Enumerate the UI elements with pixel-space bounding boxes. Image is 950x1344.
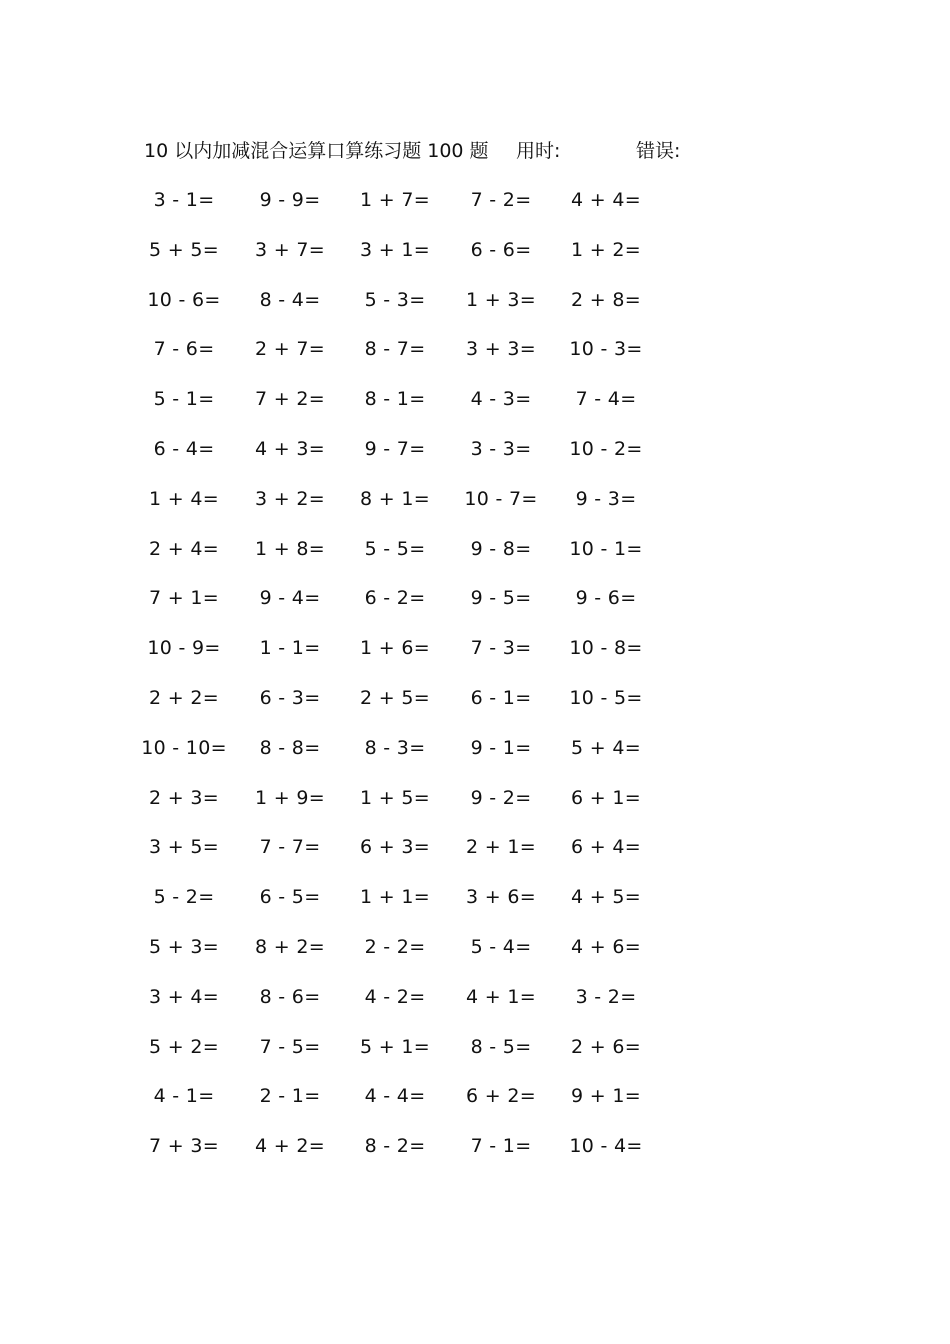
- problem-item: 8 - 8=: [259, 736, 321, 759]
- problem-grid: [132, 180, 672, 1176]
- problem-item: 5 - 4=: [470, 935, 532, 958]
- problem-row: [132, 778, 672, 828]
- problem-item: 6 - 4=: [153, 437, 215, 460]
- problem-item: 10 - 10=: [141, 736, 227, 759]
- problem-row: [132, 728, 672, 778]
- problem-item: 3 + 7=: [255, 238, 325, 261]
- problem-item: 5 - 3=: [364, 288, 426, 311]
- problem-item: 4 + 3=: [255, 437, 325, 460]
- problem-item: 2 + 5=: [360, 686, 430, 709]
- problem-item: 7 - 2=: [470, 189, 532, 211]
- problem-item: 8 - 7=: [364, 338, 426, 361]
- problem-row: [132, 180, 672, 230]
- problem-row: [132, 529, 672, 579]
- page-title: 10 以内加减混合运算口算练习题 100 题: [144, 140, 489, 162]
- problem-item: 8 - 2=: [364, 1135, 426, 1158]
- problem-item: 10 - 6=: [147, 288, 221, 311]
- problem-item: 6 - 3=: [259, 686, 321, 709]
- problem-item: 2 - 2=: [364, 935, 426, 958]
- problem-row: [132, 280, 672, 330]
- problem-item: 3 + 5=: [149, 836, 219, 859]
- problem-item: 3 + 3=: [466, 338, 536, 361]
- problem-item: 4 - 3=: [470, 388, 532, 411]
- problem-item: 1 + 1=: [360, 886, 430, 909]
- problem-item: 1 + 6=: [360, 637, 430, 660]
- problem-item: 2 + 3=: [149, 786, 219, 809]
- problem-item: 1 + 9=: [255, 786, 325, 809]
- problem-item: 10 - 4=: [569, 1135, 643, 1158]
- problem-row: [132, 329, 672, 379]
- problem-item: 1 + 4=: [149, 487, 219, 510]
- problem-item: 10 - 5=: [569, 686, 643, 709]
- problem-item: 5 + 2=: [149, 1035, 219, 1058]
- problem-item: 1 + 7=: [360, 189, 430, 211]
- problem-item: 6 + 4=: [571, 836, 641, 859]
- problem-item: 9 + 1=: [571, 1085, 641, 1108]
- problem-item: 5 + 4=: [571, 736, 641, 759]
- problem-item: 4 + 6=: [571, 935, 641, 958]
- problem-item: 8 - 3=: [364, 736, 426, 759]
- problem-item: 3 + 1=: [360, 238, 430, 261]
- problem-item: 1 + 8=: [255, 537, 325, 560]
- problem-item: 8 - 6=: [259, 985, 321, 1008]
- problem-item: 8 + 2=: [255, 935, 325, 958]
- problem-item: 1 + 2=: [571, 238, 641, 261]
- problem-item: 10 - 2=: [569, 437, 643, 460]
- problem-item: 4 - 2=: [364, 985, 426, 1008]
- problem-row: [132, 927, 672, 977]
- problem-item: 5 + 1=: [360, 1035, 430, 1058]
- problem-item: 9 - 1=: [470, 736, 532, 759]
- problem-item: 6 + 3=: [360, 836, 430, 859]
- time-label: 用时:: [516, 140, 561, 162]
- problem-row: [132, 578, 672, 628]
- problem-row: [132, 1027, 672, 1077]
- problem-item: 6 - 6=: [470, 238, 532, 261]
- problem-item: 8 + 1=: [360, 487, 430, 510]
- problem-item: 9 - 4=: [259, 587, 321, 610]
- problem-item: 7 + 2=: [255, 388, 325, 411]
- problem-item: 4 + 5=: [571, 886, 641, 909]
- problem-item: 2 + 7=: [255, 338, 325, 361]
- problem-item: 9 - 5=: [470, 587, 532, 610]
- problem-row: [132, 877, 672, 927]
- problem-item: 6 - 2=: [364, 587, 426, 610]
- problem-item: 6 - 1=: [470, 686, 532, 709]
- problem-row: [132, 977, 672, 1027]
- problem-item: 1 + 5=: [360, 786, 430, 809]
- problem-item: 10 - 7=: [464, 487, 538, 510]
- problem-row: [132, 1076, 672, 1126]
- problem-row: [132, 429, 672, 479]
- problem-item: 4 + 2=: [255, 1135, 325, 1158]
- problem-row: [132, 678, 672, 728]
- problem-item: 9 - 6=: [575, 587, 637, 610]
- problem-item: 5 + 3=: [149, 935, 219, 958]
- problem-item: 9 - 8=: [470, 537, 532, 560]
- problem-item: 7 - 4=: [575, 388, 637, 411]
- problem-item: 5 + 5=: [149, 238, 219, 261]
- problem-item: 5 - 2=: [153, 886, 215, 909]
- problem-item: 7 - 7=: [259, 836, 321, 859]
- problem-item: 8 - 4=: [259, 288, 321, 311]
- problem-item: 9 - 9=: [259, 189, 321, 211]
- problem-item: 7 + 3=: [149, 1135, 219, 1158]
- problem-item: 2 + 6=: [571, 1035, 641, 1058]
- problem-item: 9 - 7=: [364, 437, 426, 460]
- problem-item: 5 - 5=: [364, 537, 426, 560]
- problem-item: 4 + 4=: [571, 189, 641, 211]
- problem-item: 6 - 5=: [259, 886, 321, 909]
- problem-item: 2 + 1=: [466, 836, 536, 859]
- problem-item: 1 + 3=: [466, 288, 536, 311]
- problem-item: 3 + 4=: [149, 985, 219, 1008]
- problem-item: 5 - 1=: [153, 388, 215, 411]
- problem-row: [132, 379, 672, 429]
- problem-item: 2 - 1=: [259, 1085, 321, 1108]
- problem-item: 7 - 6=: [153, 338, 215, 361]
- problem-item: 7 - 5=: [259, 1035, 321, 1058]
- problem-item: 4 - 4=: [364, 1085, 426, 1108]
- problem-item: 1 - 1=: [259, 637, 321, 660]
- problem-item: 3 + 6=: [466, 886, 536, 909]
- problem-item: 10 - 9=: [147, 637, 221, 660]
- problem-item: 7 - 1=: [470, 1135, 532, 1158]
- problem-item: 3 - 3=: [470, 437, 532, 460]
- problem-item: 3 - 1=: [153, 189, 215, 211]
- problem-item: 7 + 1=: [149, 587, 219, 610]
- problem-item: 9 - 3=: [575, 487, 637, 510]
- problem-item: 10 - 1=: [569, 537, 643, 560]
- problem-item: 10 - 3=: [569, 338, 643, 361]
- problem-item: 9 - 2=: [470, 786, 532, 809]
- problem-item: 3 - 2=: [575, 985, 637, 1008]
- problem-item: 8 - 5=: [470, 1035, 532, 1058]
- problem-item: 10 - 8=: [569, 637, 643, 660]
- problem-item: 4 + 1=: [466, 985, 536, 1008]
- problem-row: [132, 827, 672, 877]
- problem-item: 7 - 3=: [470, 637, 532, 660]
- problem-row: [132, 479, 672, 529]
- problem-item: 2 + 2=: [149, 686, 219, 709]
- problem-row: [132, 1126, 672, 1176]
- problem-item: 2 + 8=: [571, 288, 641, 311]
- problem-item: 8 - 1=: [364, 388, 426, 411]
- problem-item: 3 + 2=: [255, 487, 325, 510]
- problem-item: 6 + 1=: [571, 786, 641, 809]
- problem-row: [132, 230, 672, 280]
- problem-row: [132, 628, 672, 678]
- error-label: 错误:: [636, 140, 681, 162]
- problem-item: 6 + 2=: [466, 1085, 536, 1108]
- problem-item: 2 + 4=: [149, 537, 219, 560]
- problem-item: 4 - 1=: [153, 1085, 215, 1108]
